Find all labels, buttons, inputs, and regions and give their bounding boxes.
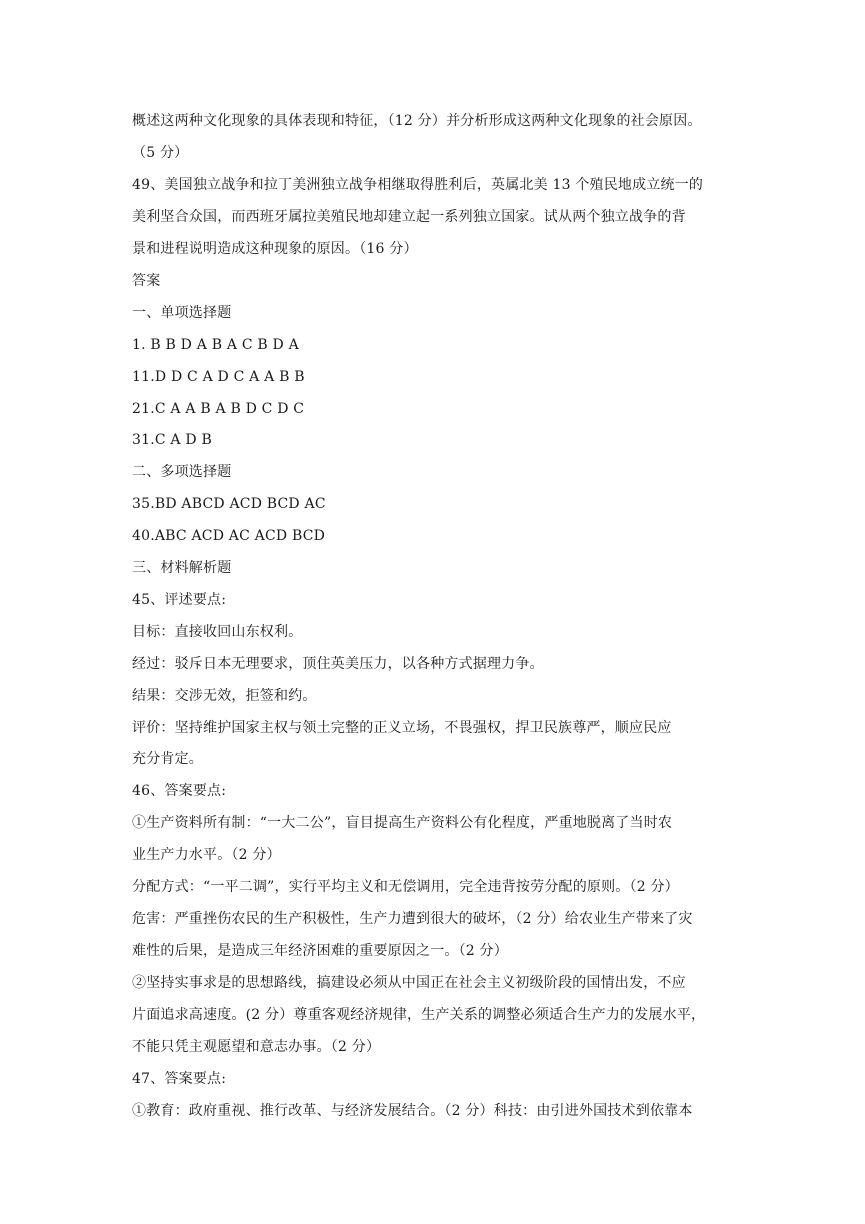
text-line: 危害：严重挫伤农民的生产积极性，生产力遭到很大的破坏，（2 分）给农业生产带来了灾 (132, 911, 693, 927)
text-line: 业生产力水平。（2 分） (132, 847, 281, 863)
text-line: 充分肯定。 (132, 751, 203, 767)
question-heading: 45、评述要点: (132, 592, 227, 608)
text-line: 49、美国独立战争和拉丁美洲独立战争相继取得胜利后，英属北美 13 个殖民地成立统一的 (132, 177, 704, 193)
question-heading: 46、答案要点: (132, 783, 227, 799)
answer-row: 1. B B D A B A C B D A (132, 337, 299, 353)
section-heading: 一、单项选择题 (132, 305, 232, 321)
text-line: 目标：直接收回山东权利。 (132, 624, 303, 640)
text-line: 经过：驳斥日本无理要求，顶住英美压力，以各种方式据理力争。 (132, 656, 544, 672)
text-line: 分配方式：“一平二调”，实行平均主义和无偿调用，完全违背按劳分配的原则。（2 分） (132, 879, 679, 895)
text-line: 景和进程说明造成这种现象的原因。（16 分） (132, 241, 418, 257)
section-heading: 二、多项选择题 (132, 464, 232, 480)
text-line: 结果：交涉无效，拒签和约。 (132, 688, 317, 704)
answer-row: 21.C A A B A B D C D C (132, 401, 305, 417)
text-line: 评价：坚持维护国家主权与领土完整的正义立场，不畏强权，捍卫民族尊严，顺应民应 (132, 720, 672, 736)
answer-row: 31.C A D B (132, 432, 212, 448)
answer-row: 40.ABC ACD AC ACD BCD (132, 528, 326, 544)
text-line: ②坚持实事求是的思想路线，搞建设必须从中国正在社会主义初级阶段的国情出发，不应 (132, 975, 686, 991)
answer-row: 35.BD ABCD ACD BCD AC (132, 496, 326, 512)
text-line: 美利坚合众国，而西班牙属拉美殖民地却建立起一系列独立国家。试从两个独立战争的背 (132, 209, 686, 225)
text-line: 难性的后果，是造成三年经济困难的重要原因之一。（2 分） (132, 943, 508, 959)
text-line: ①生产资料所有制：“一大二公”，盲目提高生产资料公有化程度，严重地脱离了当时农 (132, 815, 673, 831)
section-heading: 答案 (132, 273, 161, 289)
text-line: ①教育：政府重视、推行改革、与经济发展结合。（2 分）科技：由引进外国技术到依靠本 (132, 1103, 693, 1119)
section-heading: 三、材料解析题 (132, 560, 232, 576)
text-line: 概述这两种文化现象的具体表现和特征，（12 分）并分析形成这两种文化现象的社会原因。 (132, 113, 702, 129)
answer-row: 11.D D C A D C A A B B (132, 369, 305, 385)
question-heading: 47、答案要点: (132, 1071, 227, 1087)
text-line: （5 分） (132, 145, 189, 161)
text-line: 片面追求高速度。(2 分）尊重客观经济规律，生产关系的调整必须适合生产力的发展水平， (132, 1007, 706, 1023)
text-line: 不能只凭主观愿望和意志办事。（2 分） (132, 1039, 381, 1055)
